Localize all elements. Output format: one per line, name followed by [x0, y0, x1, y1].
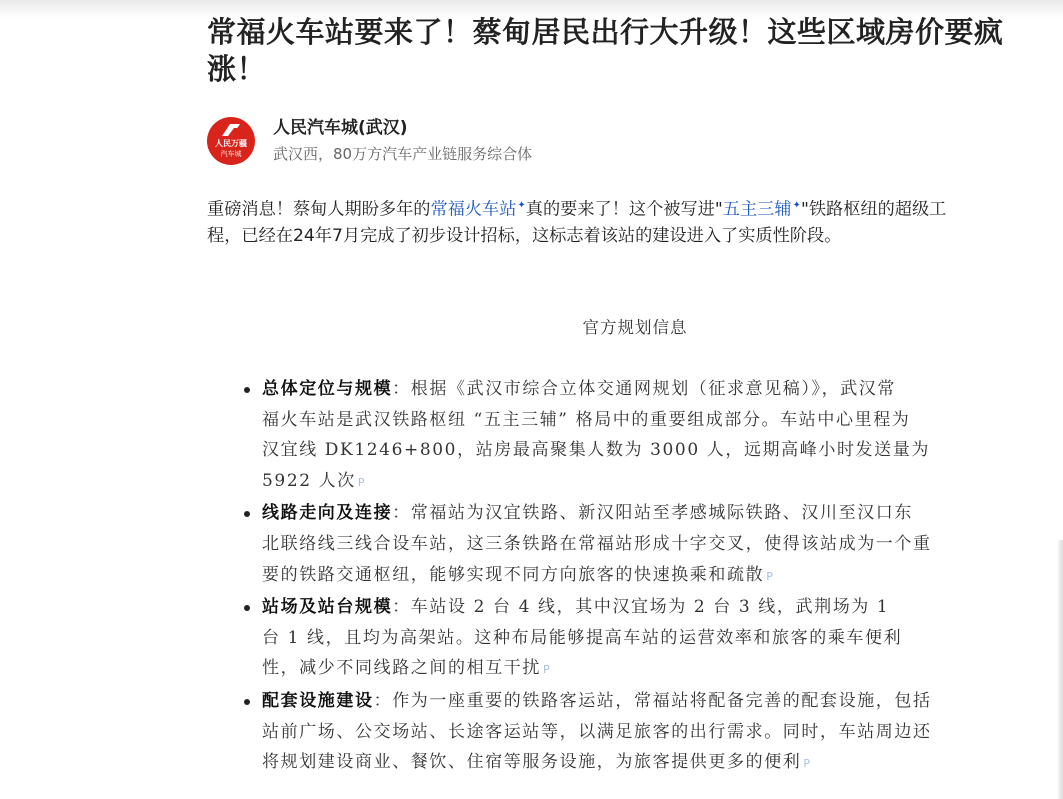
plan-bullet-line: [262, 405, 1062, 436]
source-reference-icon[interactable]: P: [357, 475, 365, 489]
plan-bullet-text: ：根据《武汉市综合立体交通网规划（征求意见稿）》，武汉常: [392, 379, 897, 399]
intro-line-1: [207, 191, 1063, 221]
intro-paragraph: [207, 191, 1063, 251]
bullet-dot-icon: [244, 605, 250, 611]
plan-bullet-text: ：常福站为汉宜铁路、新汉阳站至孝感城际铁路、汉川至汉口东: [392, 503, 914, 524]
plan-bullet-line: [262, 466, 1062, 497]
plan-bullet-line: [262, 747, 1062, 778]
source-reference-icon[interactable]: P: [543, 663, 550, 677]
plan-bullet-text: 福火车站是武汉铁路枢纽 “五主三辅” 格局中的重要组成部分。车站中心里程为: [262, 409, 911, 430]
plan-bullet-heading: 总体定位与规模: [262, 379, 393, 399]
avatar-logo-text: 人民万疆: [215, 139, 247, 148]
author-name[interactable]: 人民汽车城(武汉): [273, 118, 408, 138]
search-spark-icon[interactable]: ✦: [517, 200, 526, 211]
plan-bullet-item: [262, 374, 1062, 496]
intro-text-2: 真的要来了！这个被写进": [525, 199, 723, 220]
plan-bullet-text: ：车站设 2 台 4 线，其中汉宜场为 2 台 3 线，武荆场为 1: [392, 597, 890, 618]
plan-bullet-list: [262, 374, 1062, 780]
plan-bullet-heading: 配套设施建设: [262, 690, 374, 711]
article-title: [207, 14, 1037, 88]
avatar[interactable]: [207, 117, 255, 165]
plan-bullet-line: [262, 529, 1062, 560]
keyword-link-five-main-three-aux[interactable]: 五主三辅: [722, 199, 792, 220]
avatar-logo-subtext: 汽车城: [220, 150, 242, 158]
search-spark-icon[interactable]: ✦: [792, 200, 801, 211]
plan-bullet-text: 将规划建设商业、餐饮、住宿等服务设施，为旅客提供更多的便利: [262, 752, 802, 773]
plan-bullet-line: [262, 374, 1062, 405]
plan-bullet-text: 台 1 线，且均为高架站。这种布局能够提高车站的运营效率和旅客的乘车便利: [262, 627, 903, 648]
plan-bullet-heading: 线路走向及连接: [262, 503, 393, 524]
bullet-dot-icon: [244, 387, 250, 393]
plan-bullet-text: 性，减少不同线路之间的相互干扰: [262, 658, 541, 679]
right-edge-panel: [1058, 540, 1063, 799]
article: [207, 14, 1063, 773]
plan-bullet-line: [262, 498, 1062, 529]
plan-bullet-line: [262, 560, 1062, 591]
plan-bullet-item: [262, 592, 1062, 684]
brand-logo-icon: [220, 123, 242, 137]
intro-text-3: "铁路枢纽的超级工: [800, 199, 947, 220]
source-reference-icon[interactable]: P: [766, 569, 773, 583]
plan-bullet-line: [262, 653, 1062, 684]
intro-text-1: 重磅消息！蔡甸人期盼多年的: [207, 199, 431, 220]
plan-heading: 官方规划信息: [582, 318, 688, 337]
article-title-line2: 涨！: [207, 52, 267, 86]
embedded-plan-image: [207, 294, 1063, 799]
plan-bullet-line: [262, 435, 1062, 466]
plan-bullet-heading: 站场及站台规模: [262, 597, 393, 618]
author-description: 武汉西，80万方汽车产业链服务综合体: [273, 145, 533, 163]
plan-bullet-item: [262, 686, 1062, 778]
plan-bullet-item: [262, 498, 1062, 590]
plan-bullet-line: [262, 717, 1062, 748]
author-card[interactable]: [207, 117, 907, 173]
plan-bullet-text: 北联络线三线合设车站，这三条铁路在常福站形成十字交叉，使得该站成为一个重: [262, 533, 932, 554]
plan-bullet-text: 要的铁路交通枢纽，能够实现不同方向旅客的快速换乘和疏散: [262, 564, 765, 585]
plan-bullet-text: 汉宜线 DK1246+800，站房最高聚集人数为 3000 人，远期高峰小时发送量为: [262, 440, 930, 461]
plan-bullet-line: [262, 686, 1062, 717]
plan-bullet-line: [262, 623, 1062, 654]
article-title-line1: 常福火车站要来了！蔡甸居民出行大升级！这些区域房价要疯: [207, 15, 1004, 49]
bullet-dot-icon: [244, 699, 250, 705]
plan-bullet-line: [262, 592, 1062, 623]
source-reference-icon[interactable]: P: [803, 757, 811, 771]
intro-line-2: 程，已经在24年7月完成了初步设计招标，这标志着该站的建设进入了实质性阶段。: [207, 226, 842, 246]
keyword-link-changfu-station[interactable]: 常福火车站: [430, 199, 517, 220]
bullet-dot-icon: [244, 511, 250, 517]
plan-bullet-text: 站前广场、公交场站、长途客运站等，以满足旅客的出行需求。同时，车站周边还: [262, 721, 932, 742]
plan-bullet-text: 5922 人次: [262, 470, 356, 491]
plan-bullet-text: ：作为一座重要的铁路客运站，常福站将配备完善的配套设施，包括: [373, 690, 932, 711]
